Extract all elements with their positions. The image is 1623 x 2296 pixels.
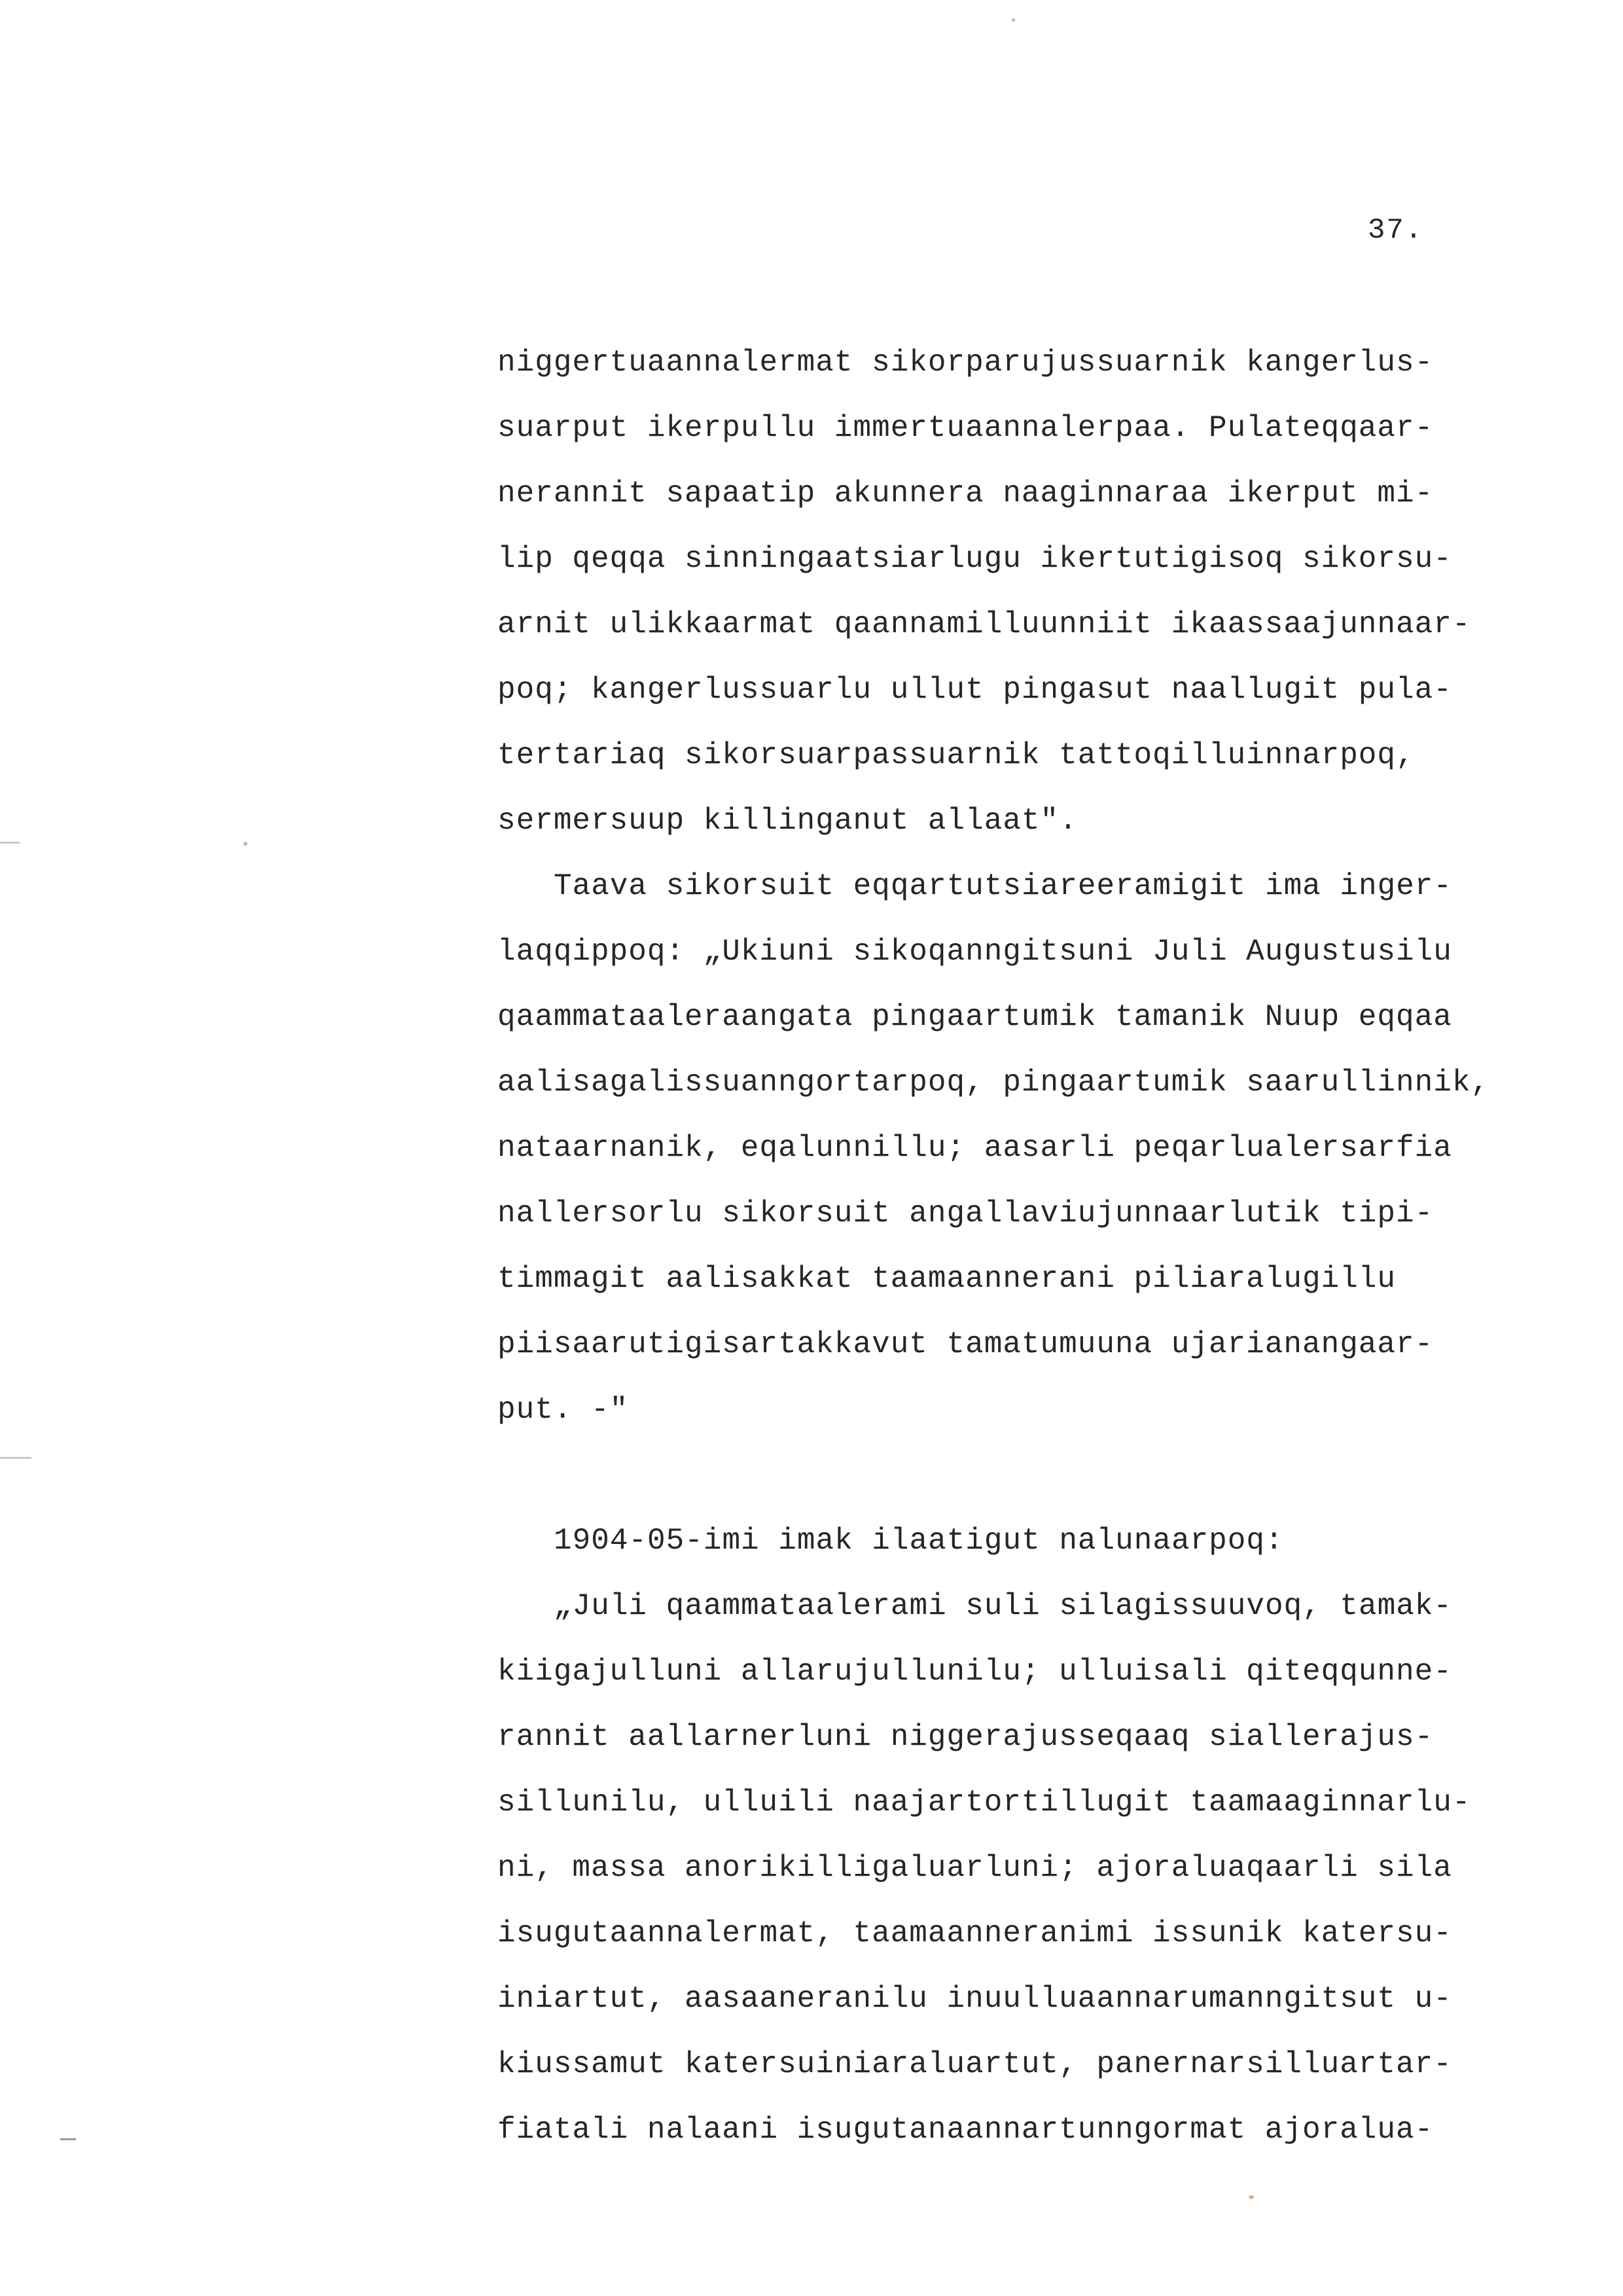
page-number: 37. xyxy=(1368,214,1424,247)
text-line: isugutaannalermat, taamaanneranimi issunik katersu- xyxy=(497,1916,1452,1950)
text-block-upper xyxy=(497,330,1571,1443)
margin-mark xyxy=(0,1457,31,1459)
text-line: arnit ulikkaarmat qaannamilluunniit ikaassaajunnaar- xyxy=(497,607,1471,641)
text-line: nerannit sapaatip akunnera naaginnaraa ikerput mi- xyxy=(497,476,1434,511)
paragraph-first-line: Taava sikorsuit eqqartutsiareeramigit ima inger- xyxy=(554,869,1453,903)
text-line: put. -" xyxy=(497,1393,629,1427)
text-line: rannit aallarnerluni niggerajusseqaaq siallerajus- xyxy=(497,1720,1434,1754)
text-line: kiussamut katersuiniaraluartut, panernarsilluartar- xyxy=(497,2047,1452,2081)
text-line: laqqippoq: „Ukiuni sikoqanngitsuni Juli Augustusilu xyxy=(497,935,1452,969)
text-line: qaammataaleraangata pingaartumik tamanik Nuup eqqaa xyxy=(497,1000,1452,1034)
text-line: sermersuup killinganut allaat". xyxy=(497,804,1078,838)
text-line: lip qeqqa sinningaatsiarlugu ikertutigisoq sikorsu- xyxy=(497,542,1452,576)
scan-speck xyxy=(243,842,247,846)
text-line: suarput ikerpullu immertuaannalerpaa. Pulateqqaar- xyxy=(497,411,1434,445)
text-line: fiatali nalaani isugutanaannartunngormat ajoralua- xyxy=(497,2113,1434,2147)
text-line: poq; kangerlussuarlu ullut pingasut naallugit pula- xyxy=(497,673,1452,707)
text-block-lower xyxy=(497,1508,1571,2162)
text-line: tertariaq sikorsuarpassuarnik tattoqilluinnarpoq, xyxy=(497,738,1415,772)
text-line: iniartut, aasaaneranilu inuulluaannarumanngitsut u- xyxy=(497,1982,1452,2016)
paragraph-first-line: „Juli qaammataalerami suli silagissuuvoq, tamak- xyxy=(554,1589,1453,1623)
text-line: kiigajulluni allarujullunilu; ulluisali qiteqqunne- xyxy=(497,1655,1452,1689)
text-line: nallersorlu sikorsuit angallaviujunnaarlutik tipi- xyxy=(497,1196,1434,1230)
scan-speck xyxy=(1012,18,1015,22)
text-line: nataarnanik, eqalunnillu; aasarli peqarlualersarfia xyxy=(497,1131,1452,1165)
margin-mark xyxy=(60,2138,76,2140)
section-heading-line: 1904-05-imi imak ilaatigut nalunaarpoq: xyxy=(554,1524,1284,1558)
margin-mark xyxy=(0,842,20,844)
text-line: ni, massa anorikilligaluarluni; ajoraluaqaarli sila xyxy=(497,1851,1452,1885)
text-line: timmagit aalisakkat taamaannerani piliaralugillu xyxy=(497,1262,1397,1296)
scan-speck xyxy=(1249,2195,1254,2199)
text-line: niggertuaannalermat sikorparujussuarnik kangerlus- xyxy=(497,346,1434,380)
text-line: aalisagalissuanngortarpoq, pingaartumik saarullinnik, xyxy=(497,1066,1490,1100)
text-line: sillunilu, ulluili naajartortillugit taamaaginnarlu- xyxy=(497,1785,1471,1820)
text-line: piisaarutigisartakkavut tamatumuuna ujarianangaar- xyxy=(497,1327,1434,1361)
